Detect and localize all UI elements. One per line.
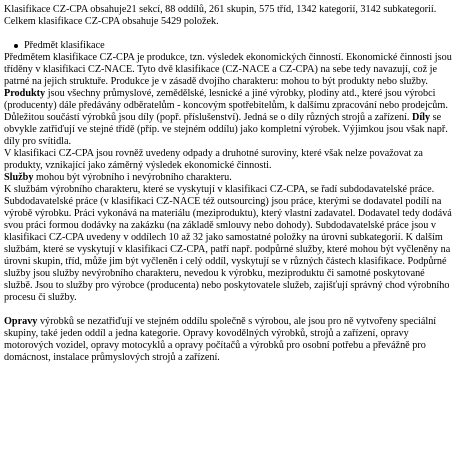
spacer: [4, 28, 452, 40]
text-products-description: jsou všechny průmyslové, zemědělské, lesnické a jiné výrobky, plodiny atd., které jsou výrobci (producenty) dále předávány odběratelům - koncovým spotřebitelům, k dalšímu zpracování nebo prodejcům. Důležitou součástí výrobků jsou díly (popř. příslušenství). Jedná se o díly různých strojů a zařízení.: [4, 88, 448, 123]
spacer: [4, 304, 452, 316]
text-parts-description: se obvykle zatřiďují ve stejné třídě (příp. ve stejném oddílu) jako kompletní výrobek. Výjimkou jsou však např. díly pro svítidla.: [4, 112, 448, 147]
bullet-label: Předmět klasifikace: [24, 40, 105, 51]
bold-term-repairs: Opravy: [4, 316, 38, 327]
bold-term-parts: Díly: [411, 112, 431, 123]
paragraph-products: [4, 52, 452, 148]
bold-term-services: Služby: [4, 172, 34, 183]
paragraph-repairs: [4, 316, 452, 364]
bullet-dot-icon: [14, 44, 18, 48]
paragraph-subcontracting: Subdodavatelské práce (v klasifikaci CZ-NACE též outsourcing) jsou práce, kterými se dodavatel podílí na výrobě výrobku. Práci vykonává na materiálu (meziproduktu), který vlastní zadavatel. Dodavatel tedy dodává svou práci formou dodávky na zakázku (na základě smlouvy nebo dohody). Subdodavatelské práce jsou v klasifikaci CZ-CPA uvedeny v oddílech 10 až 32 jako samostatné položky na úrovni subkategorií. K dalším službám, které se vyskytují v klasifikaci CZ-CPA, patří např. podpůrné služby, které mohou být vyčleněny na úrovni skupin, tříd, může jim být vyčleněn i celý oddíl, vyskytují se v různých částech klasifikace. Podpůrné služby jsou služby nevýrobního charakteru, nevedou k výrobku, meziproduktu či samotné poskytované službě. Jsou to služby pro výrobce (producenta) nebo poskytovatele služeb, zajišťují správný chod výrobního procesu či služby.: [4, 196, 452, 303]
paragraph-production-services: K službám výrobního charakteru, které se vyskytují v klasifikaci CZ-CPA, se řadí subdodavatelské práce.: [4, 184, 435, 195]
intro-stats-line: Klasifikace CZ-CPA obsahuje21 sekcí, 88 oddílů, 261 skupin, 575 tříd, 1342 kategorií, 3142 subkategorií.: [4, 4, 437, 15]
paragraph-waste: V klasifikaci CZ-CPA jsou rovněž uvedeny odpady a druhotné suroviny, které však nelze považovat za produkty, vznikající jako záměrný výsledek ekonomické činnosti.: [4, 148, 423, 171]
text-intro-products: Předmětem klasifikace CZ-CPA je produkce, tzn. výsledek ekonomických činností. Ekonomické činnosti jsou tříděny v klasifikaci CZ-NACE. Tyto dvě klasifikace (CZ-NACE a CZ-CPA) na sebe tedy navazují, což je patrné na jejich struktuře. Produkce je v zásadě dvojího charakteru: mohou to být produkty nebo služby.: [4, 52, 452, 87]
paragraph-services: [4, 172, 452, 184]
intro-total-line: Celkem klasifikace CZ-CPA obsahuje 5429 položek.: [4, 16, 219, 27]
bullet-item-subject: [4, 40, 452, 52]
text-services-description: mohou být výrobního i nevýrobního charakteru.: [36, 172, 232, 183]
bold-term-products: Produkty: [4, 88, 46, 99]
text-repairs-description: výrobků se nezatřiďují ve stejném oddílu společně s výrobou, ale jsou pro ně vytvořeny speciální skupiny, také jeden oddíl a jedna kategorie. Opravy kovodělných výrobků, strojů a zařízení, opravy motorových vozidel, opravy motocyklů a opravy počítačů a výrobků pro osobní potřebu a převážně pro domácnost, instalace průmyslových strojů a zařízení.: [4, 316, 437, 363]
